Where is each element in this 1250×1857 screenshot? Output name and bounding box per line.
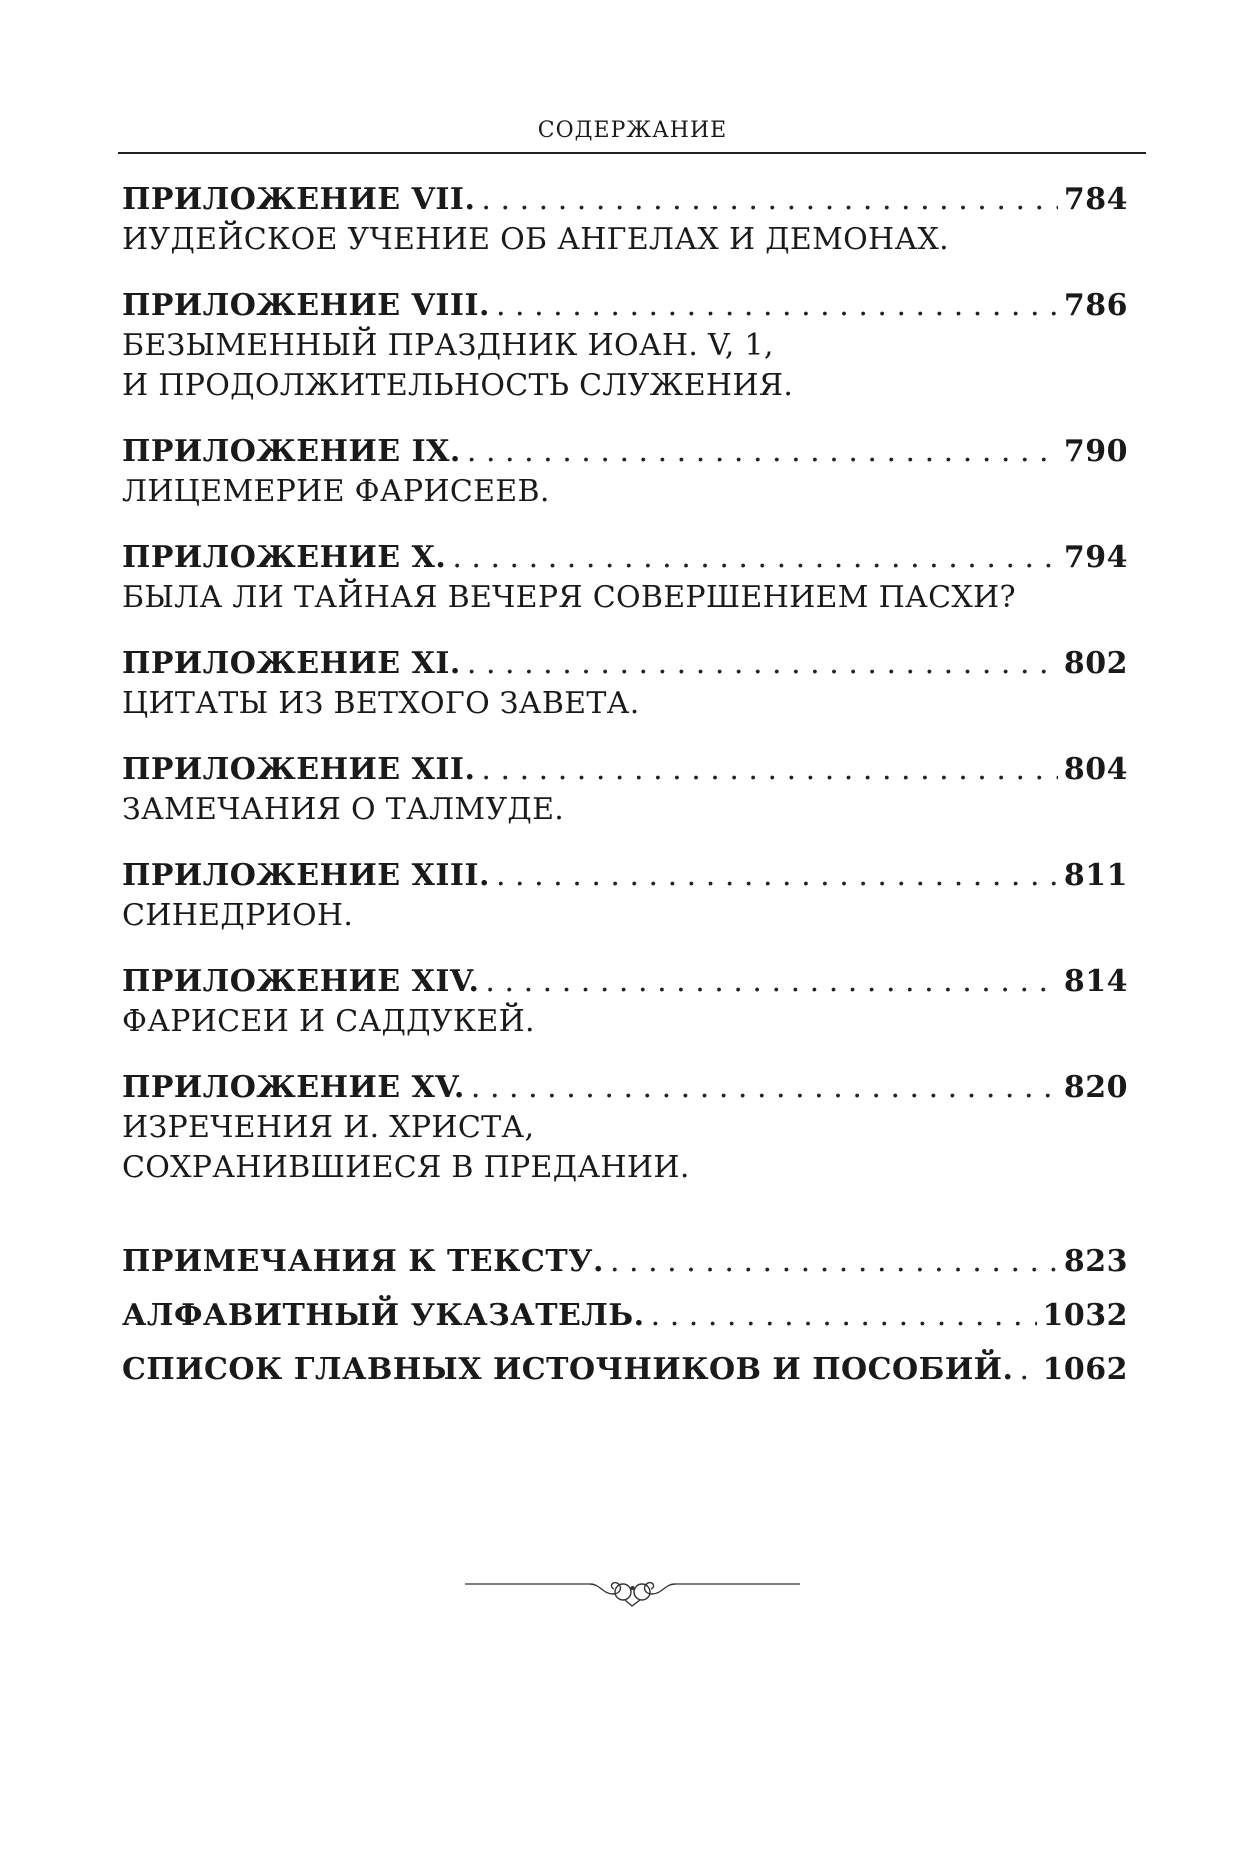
ornament-left-bud <box>615 1584 631 1600</box>
back-matter-entry-page-number: 1032 <box>1042 1298 1128 1333</box>
back-matter-entry-dot-leader <box>610 1242 1058 1282</box>
toc-entry <box>122 286 1128 406</box>
toc-entry-subtitle: БЕЗЫМЕННЫЙ ПРАЗДНИК ИОАН. V, 1, <box>122 328 774 363</box>
toc-entry-heading <box>122 856 1128 896</box>
toc-entry-subtitle: И ПРОДОЛЖИТЕЛЬНОСТЬ СЛУЖЕНИЯ. <box>122 368 794 403</box>
toc-entry-dot-leader <box>496 286 1058 326</box>
toc-entry-subtitle: ЗАМЕЧАНИЯ О ТАЛМУДЕ. <box>122 792 565 827</box>
toc-entry <box>122 962 1128 1042</box>
toc-entry-subtitle: ЛИЦЕМЕРИЕ ФАРИСЕЕВ. <box>122 474 550 509</box>
toc-entry-page-number: 814 <box>1063 964 1128 999</box>
toc-entry-heading <box>122 286 1128 326</box>
toc-entry-title: ПРИЛОЖЕНИЕ VII. <box>122 182 476 217</box>
back-matter-entry-dot-leader <box>651 1296 1037 1336</box>
toc-entry-heading <box>122 432 1128 472</box>
back-matter-entry-title: ПРИМЕЧАНИЯ К ТЕКСТУ. <box>122 1244 604 1279</box>
toc-entry-page-number: 790 <box>1063 434 1128 469</box>
ornament-center <box>625 1600 640 1606</box>
toc-entry-subtitle: СОХРАНИВШИЕСЯ В ПРЕДАНИИ. <box>122 1150 690 1185</box>
toc-entry-page-number: 802 <box>1063 646 1128 681</box>
toc-entry-title: ПРИЛОЖЕНИЕ IX. <box>122 434 461 469</box>
toc-entry-subtitle: БЫЛА ЛИ ТАЙНАЯ ВЕЧЕРЯ СОВЕРШЕНИЕМ ПАСХИ? <box>122 580 1016 615</box>
toc-entry-dot-leader <box>496 856 1058 896</box>
toc-entry-title: ПРИЛОЖЕНИЕ XII. <box>122 752 476 787</box>
toc-entry-heading <box>122 750 1128 790</box>
back-matter-list <box>122 1242 1128 1390</box>
toc-entry-heading <box>122 538 1128 578</box>
toc-entry-page-number: 786 <box>1063 288 1128 323</box>
toc-entry-page-number: 811 <box>1063 858 1128 893</box>
toc-entry <box>122 856 1128 936</box>
toc-entry-dot-leader <box>467 432 1058 472</box>
toc-entry-page-number: 784 <box>1063 182 1128 217</box>
toc-entry-title: ПРИЛОЖЕНИЕ X. <box>122 540 447 575</box>
running-head: СОДЕРЖАНИЕ <box>537 118 728 143</box>
toc-entry-dot-leader <box>471 1068 1058 1108</box>
appendix-list <box>122 180 1128 1188</box>
toc-entry-heading <box>122 1068 1128 1108</box>
toc-entry-heading <box>122 180 1128 220</box>
toc-entry-page-number: 820 <box>1063 1070 1128 1105</box>
back-matter-entry-heading <box>122 1296 1128 1336</box>
toc-entry-title: ПРИЛОЖЕНИЕ XI. <box>122 646 461 681</box>
toc-entry-subtitle: СИНЕДРИОН. <box>122 898 354 933</box>
toc-entry <box>122 180 1128 260</box>
toc-entry-title: ПРИЛОЖЕНИЕ XIV. <box>122 964 480 999</box>
back-matter-entry-dot-leader <box>1019 1350 1036 1390</box>
back-matter-entry-heading <box>122 1350 1128 1390</box>
toc-entry-dot-leader <box>485 962 1057 1002</box>
toc-entry-heading <box>122 644 1128 684</box>
toc-entry-page-number: 794 <box>1063 540 1128 575</box>
back-matter-entry-page-number: 1062 <box>1042 1352 1128 1387</box>
back-matter-entry-heading <box>122 1242 1128 1282</box>
back-matter-entry-page-number: 823 <box>1063 1244 1128 1279</box>
toc-entry-dot-leader <box>452 538 1058 578</box>
toc-entry <box>122 644 1128 724</box>
back-matter-entry <box>122 1350 1128 1390</box>
toc-entry-subtitle: ИЗРЕЧЕНИЯ И. ХРИСТА, <box>122 1110 535 1145</box>
toc-entry-dot-leader <box>481 750 1057 790</box>
toc-entry <box>122 538 1128 618</box>
toc-entry-dot-leader <box>467 644 1058 684</box>
toc-entry-dot-leader <box>481 180 1057 220</box>
section-gap <box>122 1214 1128 1242</box>
toc-entry-page-number: 804 <box>1063 752 1128 787</box>
toc-entry-subtitle: ИУДЕЙСКОЕ УЧЕНИЕ ОБ АНГЕЛАХ И ДЕМОНАХ. <box>122 222 949 257</box>
toc-entry-title: ПРИЛОЖЕНИЕ XIII. <box>122 858 490 893</box>
toc-entry <box>122 1068 1128 1188</box>
toc-entry <box>122 750 1128 830</box>
ornament-right-bud <box>634 1584 650 1600</box>
toc-entry-subtitle: ФАРИСЕИ И САДДУКЕЙ. <box>122 1004 535 1039</box>
back-matter-entry-title: АЛФАВИТНЫЙ УКАЗАТЕЛЬ. <box>122 1298 645 1333</box>
toc-entry <box>122 432 1128 512</box>
toc-entry-subtitle: ЦИТАТЫ ИЗ ВЕТХОГО ЗАВЕТА. <box>122 686 640 721</box>
header-rule <box>118 152 1146 154</box>
back-matter-entry <box>122 1296 1128 1336</box>
toc-entry-title: ПРИЛОЖЕНИЕ VIII. <box>122 288 490 323</box>
decorative-flourish-icon <box>465 1570 800 1610</box>
toc-entry-title: ПРИЛОЖЕНИЕ XV. <box>122 1070 465 1105</box>
ornament-dot <box>631 1586 635 1590</box>
table-of-contents <box>122 180 1128 1404</box>
back-matter-entry-title: СПИСОК ГЛАВНЫХ ИСТОЧНИКОВ И ПОСОБИЙ. <box>122 1352 1014 1387</box>
toc-entry-heading <box>122 962 1128 1002</box>
back-matter-entry <box>122 1242 1128 1282</box>
